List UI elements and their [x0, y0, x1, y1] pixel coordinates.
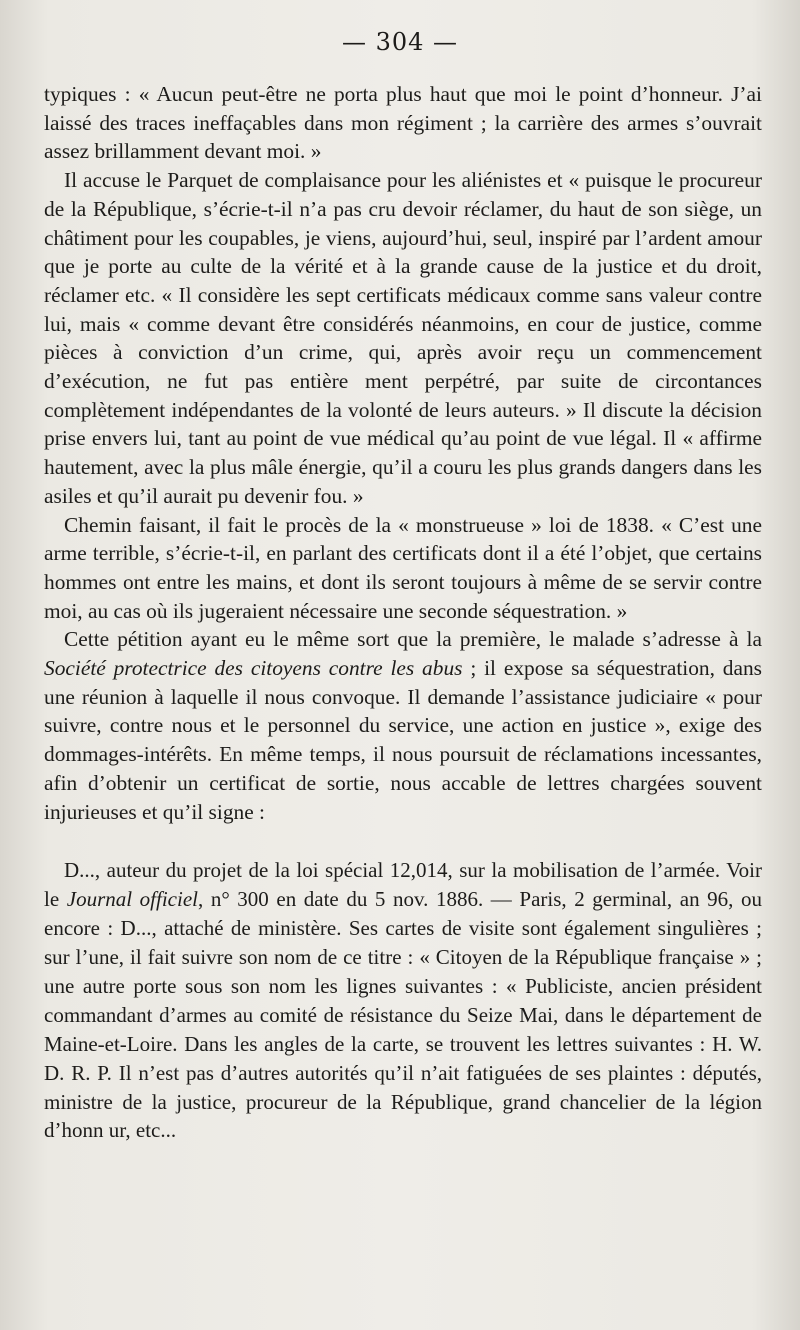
note-text-a: D..., auteur du projet de la loi spécial 12,014, sur la mobilisation de l’armée. Voir le — [44, 858, 762, 912]
paragraph-3: Chemin faisant, il fait le procès de la « monstrueuse » loi de 1838. « C’est une arme terrible, s’écrie-t-il, en parlant des certificats dont il a été l’objet, que certains hommes ont entre les mains, et dont ils seront toujours à même de se servir contre moi, au cas où ils jugeraient nécessaire une seconde séquestration. » — [44, 512, 762, 623]
paragraph-4 — [44, 625, 762, 826]
paragraph-1: typiques : « Aucun peut-être ne porta plus haut que moi le point d’honneur. J’ai laissé des traces ineffaçables dans mon régiment ; la carrière des armes s’ouvrait assez brillamment devant moi. » — [44, 82, 762, 164]
paragraph-2: Il accuse le Parquet de complaisance pour les aliénistes et « puisque le procureur de la République, s’écrie-t-il n’a pas cru devoir réclamer, du haut de son siège, un châtiment pour les coupables, je viens, aujourd’hui, seul, inspiré par l’ardent amour que je porte au culte de la vérité et à la grande cause de la justice et du droit, réclamer etc. « Il considère les sept certificats médicaux comme sans valeur contre lui, mais « comme devant être considérés néanmoins, en cour de justice, comme pièces à conviction d’un crime, qui, après avoir reçu un commencement d’exécution, ne fut pas entière ment perpétré, par suite de circontances complètement indépendantes de la volonté de leurs auteurs. » Il discute la décision prise envers lui, tant au point de vue médical qu’au point de vue légal. Il « affirme hautement, avec la plus mâle énergie, qu’il a couru les plus grands dangers dans les asiles et qu’il aurait pu devenir fou. » — [44, 168, 762, 508]
paragraph-4-text-a: Cette pétition ayant eu le même sort que la première, le malade s’adresse à la — [64, 627, 762, 652]
page-body — [44, 80, 762, 1145]
journal-title: Journal officiel — [66, 887, 198, 912]
page-number: — 304 — — [341, 28, 459, 56]
note-text-b: , n° 300 en date du 5 nov. 1886. — Paris, 2 germinal, an 96, ou encore : D..., attaché de ministère. Ses cartes de visite sont également singulières ; sur l’une, il fait suivre son nom de ce titre : « Citoyen de la République française » ; une autre porte sous son nom les lignes suivantes : « Publiciste, ancien président commandant d’armes au comité de résistance du Seize Mai, dans le département de Maine-et-Loire. Dans les angles de la carte, se trouvent les lettres suivantes : H. W. D. R. P. Il n’est pas d’autres autorités qu’il n’ait fatiguées de ses plaintes : députés, ministre de la justice, procureur de la République, grand chancelier de la légion d’honn ur, etc... — [44, 887, 763, 1143]
signature-note — [44, 856, 762, 1145]
paragraph-4-text-b: ; il expose sa séquestration, dans une réunion à laquelle il nous convoque. Il demande l’assistance judiciaire « pour suivre, contre nous et le personnel du service, une action en justice », exige des dommages-intérêts. En même temps, il nous poursuit de réclamations incessantes, afin d’obtenir un certificat de sortie, nous accable de lettres chargées souvent injurieuses et qu’il signe : — [44, 656, 762, 824]
society-name: Société protectrice des citoyens contre les abus — [44, 656, 463, 681]
